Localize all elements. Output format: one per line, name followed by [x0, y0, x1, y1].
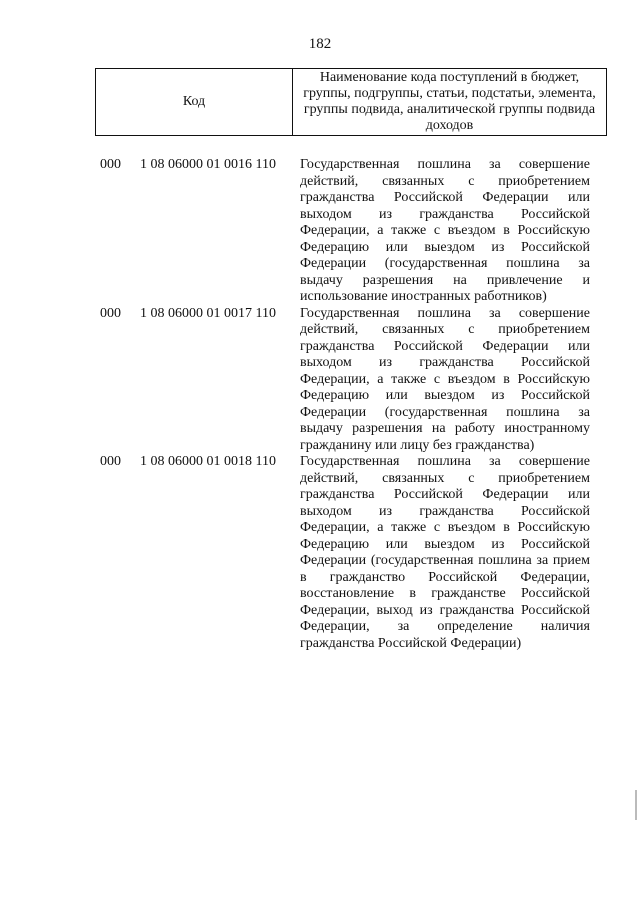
- table-row: [100, 157, 607, 306]
- table-row: [100, 306, 607, 455]
- row-description: Государственная пошлина за совершение действий, связанных с приобретением гражданства Российской Федерации или выходом из гражданства Российской Федерации, а также с въездом в Российскую Федерацию или выездом из Российской Федерации (государственная пошлина за выдачу разрешения на привлечение и использование иностранных работников): [300, 157, 590, 304]
- table-row: [100, 454, 607, 652]
- row-description: Государственная пошлина за совершение действий, связанных с приобретением гражданства Российской Федерации или выходом из гражданства Российской Федерации, а также с въездом в Российскую Федерацию или выездом из Российской Федерации (государственная пошлина за прием в гражданство Российской Федерации, восстановление в гражданстве Российской Федерации, выход из гражданства Российской Федерации, за определение наличия гражданства Российской Федерации): [300, 454, 590, 651]
- header-name-cell: Наименование кода поступлений в бюджет, группы, подгруппы, статьи, подстатьи, элемента, группы подвида, аналитической группы подвида доходов: [303, 70, 596, 133]
- row-budget-code: 1 08 06000 01 0016 110: [140, 157, 276, 172]
- row-admin-code: 000: [100, 454, 121, 469]
- row-admin-code: 000: [100, 157, 121, 172]
- table-header: [95, 68, 607, 136]
- header-code-cell: Код: [96, 69, 293, 135]
- row-description: Государственная пошлина за совершение действий, связанных с приобретением гражданства Российской Федерации или выходом из гражданства Российской Федерации, а также с въездом в Российскую Федерацию или выездом из Российской Федерации (государственная пошлина за выдачу разрешения на работу иностранному гражданину или лицу без гражданства): [300, 305, 590, 453]
- page-number: 182: [308, 36, 332, 52]
- scan-edge-mark: [635, 790, 637, 820]
- row-budget-code: 1 08 06000 01 0017 110: [140, 305, 276, 321]
- row-budget-code: 1 08 06000 01 0018 110: [140, 454, 276, 469]
- table-body: [100, 157, 607, 652]
- row-admin-code: 000: [100, 305, 121, 321]
